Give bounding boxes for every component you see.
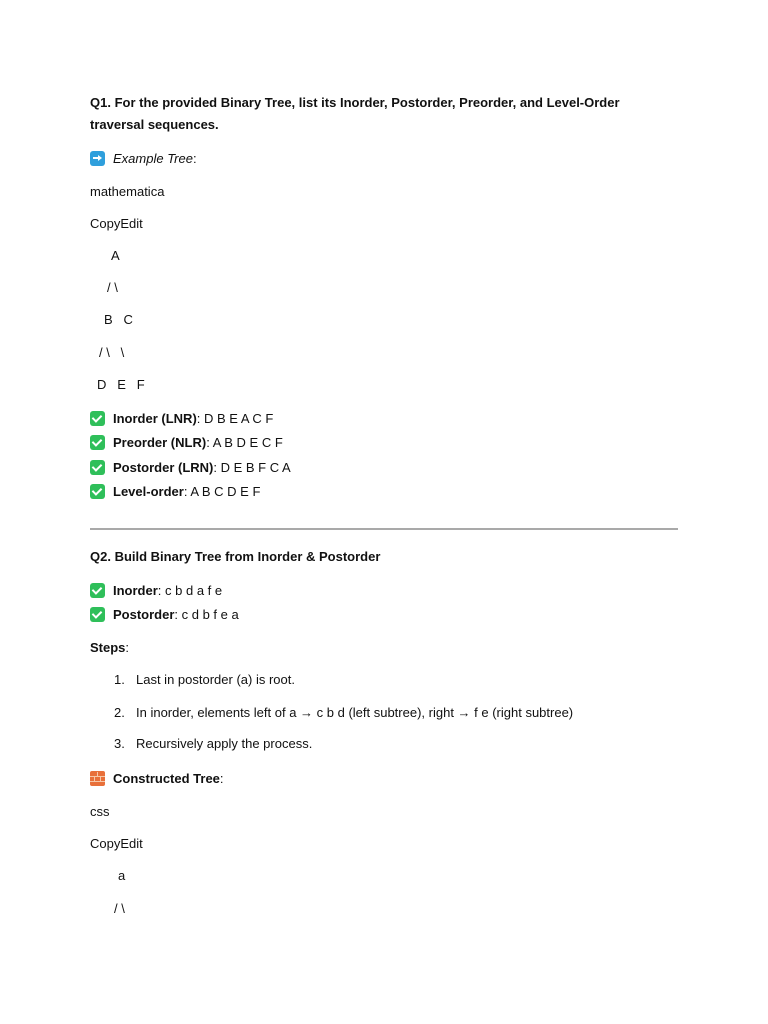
q2-step-1	[114, 671, 295, 689]
check-mark-icon	[90, 435, 105, 450]
q2-given-inorder	[90, 582, 222, 600]
result-value: : A B C D E F	[183, 484, 261, 499]
check-mark-icon	[90, 460, 105, 475]
q1-title-line-2: traversal sequences.	[90, 117, 219, 132]
step-text: Recursively apply the process.	[136, 736, 313, 751]
check-mark-icon	[90, 607, 105, 622]
q2-step-2	[114, 704, 573, 722]
q2-steps-heading	[90, 639, 129, 657]
brick-icon	[90, 771, 105, 786]
q1-tree-line-3: B C	[104, 312, 133, 327]
q1-result-inorder	[90, 410, 273, 428]
result-label: Level-order	[113, 484, 184, 499]
q2-copy-edit-label: CopyEdit	[90, 836, 143, 851]
q1-result-postorder	[90, 459, 291, 477]
step-text: In inorder, elements left of a → c b d (left subtree), right → f e (right subtree)	[136, 705, 574, 720]
step-number: 1.	[114, 672, 125, 687]
q1-code-language: mathematica	[90, 184, 165, 199]
result-label: Postorder (LRN)	[113, 460, 214, 475]
q1-tree-line-2: / \	[107, 280, 118, 295]
check-mark-icon	[90, 484, 105, 499]
q2-title: Q2. Build Binary Tree from Inorder & Postorder	[90, 549, 381, 564]
q1-title-line-1: Q1. For the provided Binary Tree, list its Inorder, Postorder, Preorder, and Level-Order	[90, 95, 620, 110]
q2-step-3	[114, 735, 312, 753]
example-tree-colon: :	[192, 151, 197, 166]
section-divider	[90, 528, 678, 530]
given-label: Inorder	[113, 583, 158, 598]
q1-result-preorder	[90, 434, 283, 452]
constructed-tree-label: Constructed Tree	[113, 771, 220, 786]
q2-tree-line-2: / \	[114, 901, 125, 916]
q2-constructed-heading	[90, 770, 224, 788]
result-label: Preorder (NLR)	[113, 435, 207, 450]
result-value: : D B E A C F	[196, 411, 274, 426]
constructed-tree-colon: :	[219, 771, 224, 786]
check-mark-icon	[90, 583, 105, 598]
result-value: : A B D E C F	[206, 435, 283, 450]
step-number: 3.	[114, 736, 125, 751]
q1-tree-line-5: D E F	[97, 377, 145, 392]
q1-example-heading	[90, 150, 197, 168]
right-arrow-icon	[90, 151, 105, 166]
check-mark-icon	[90, 411, 105, 426]
step-text: Last in postorder (a) is root.	[136, 672, 295, 687]
q1-result-level-order	[90, 483, 260, 501]
q2-given-postorder	[90, 606, 239, 624]
q2-code-language: css	[90, 804, 110, 819]
given-value: : c d b f e a	[174, 607, 239, 622]
given-label: Postorder	[113, 607, 175, 622]
result-value: : D E B F C A	[213, 460, 291, 475]
steps-label: Steps	[90, 640, 126, 655]
step-number: 2.	[114, 705, 125, 720]
steps-colon: :	[125, 640, 130, 655]
q1-copy-edit-label: CopyEdit	[90, 216, 143, 231]
result-label: Inorder (LNR)	[113, 411, 197, 426]
given-value: : c b d a f e	[157, 583, 223, 598]
example-tree-label: Example Tree	[113, 151, 193, 166]
q1-tree-line-1: A	[111, 248, 120, 263]
q1-tree-line-4: / \ \	[99, 345, 125, 360]
q2-tree-line-1: a	[118, 868, 126, 883]
